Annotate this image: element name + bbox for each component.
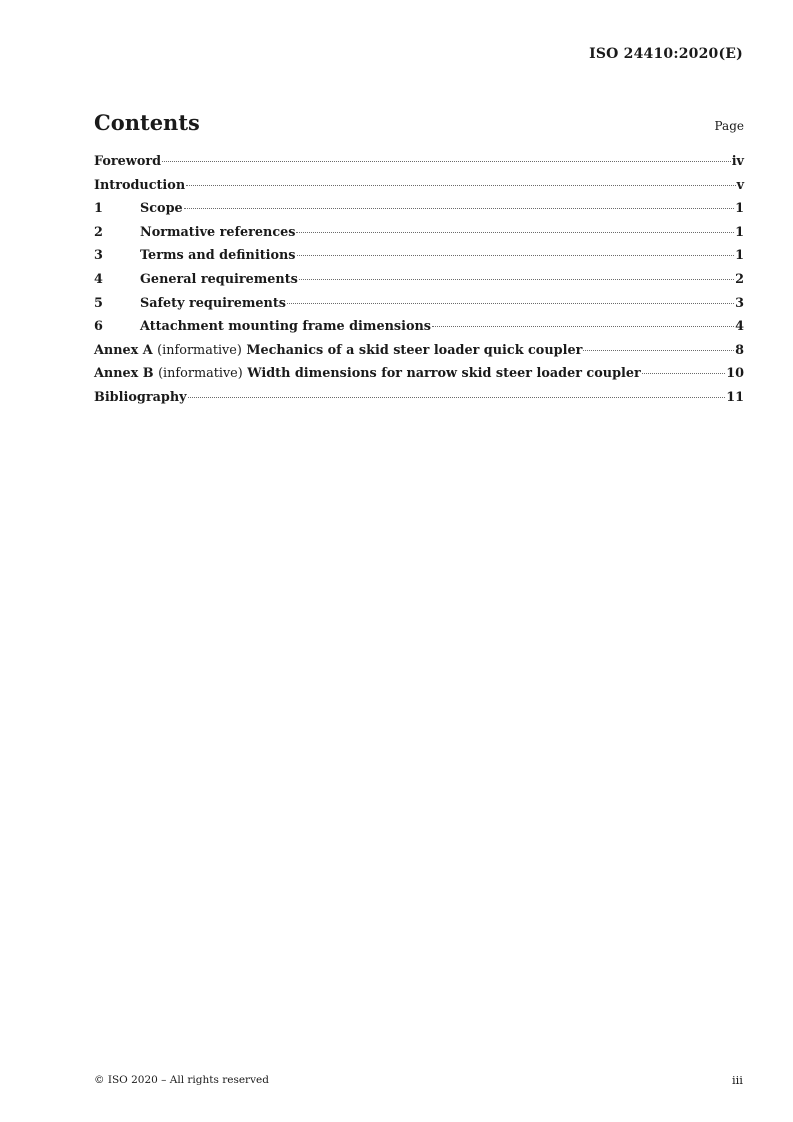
toc-entry-number: 5 bbox=[94, 295, 103, 311]
page-column-label: Page bbox=[714, 119, 744, 133]
toc-entry-title bbox=[94, 343, 582, 358]
toc-entry-number: 6 bbox=[94, 319, 103, 335]
toc-entry-page: 3 bbox=[735, 295, 744, 311]
annex-label: Annex B bbox=[94, 366, 154, 382]
toc-entry-annex-a[interactable] bbox=[94, 343, 744, 367]
annex-label: Annex A bbox=[94, 342, 153, 358]
toc-entry-bibliography[interactable] bbox=[94, 390, 744, 414]
toc-dot-leader bbox=[297, 255, 735, 256]
toc-entry-foreword[interactable] bbox=[94, 154, 744, 178]
contents-header bbox=[94, 110, 744, 135]
toc-entry-number: 4 bbox=[94, 271, 103, 287]
toc-entry-title: General requirements bbox=[140, 271, 298, 287]
toc-entry-page: 1 bbox=[735, 248, 744, 264]
footer-page-number: iii bbox=[731, 1073, 743, 1087]
toc-entry-page: v bbox=[736, 177, 744, 193]
toc-entry-page: 2 bbox=[735, 271, 744, 287]
toc-entry-number: 2 bbox=[94, 224, 103, 240]
toc-entry-number: 3 bbox=[94, 248, 103, 264]
toc-entry-title: Foreword bbox=[94, 154, 162, 169]
toc-dot-leader bbox=[299, 279, 734, 280]
toc-entry-general-requirements[interactable] bbox=[94, 272, 744, 296]
toc-entry-scope[interactable] bbox=[94, 201, 744, 225]
toc-entry-number: 1 bbox=[94, 201, 103, 217]
contents-title: Contents bbox=[94, 110, 200, 135]
toc-dot-leader bbox=[186, 185, 735, 186]
toc-dot-leader bbox=[184, 208, 734, 209]
toc-entry-title: Terms and definitions bbox=[140, 248, 296, 264]
annex-title: Mechanics of a skid steer loader quick coupler bbox=[246, 342, 583, 358]
toc-entry-title: Scope bbox=[140, 201, 183, 217]
toc-entry-attachment-mounting-frame-dimensions[interactable] bbox=[94, 319, 744, 343]
annex-informative-label: (informative) bbox=[158, 366, 243, 382]
toc-entry-annex-b[interactable] bbox=[94, 366, 744, 390]
toc-dot-leader bbox=[583, 350, 734, 351]
toc-entry-title: Bibliography bbox=[94, 389, 187, 405]
toc-entry-title: Introduction bbox=[94, 177, 186, 193]
toc-entry-title bbox=[94, 366, 641, 381]
toc-dot-leader bbox=[432, 326, 734, 327]
toc-entry-normative-references[interactable] bbox=[94, 225, 744, 249]
footer-copyright: © ISO 2020 – All rights reserved bbox=[94, 1074, 269, 1086]
toc-entry-safety-requirements[interactable] bbox=[94, 296, 744, 320]
toc-dot-leader bbox=[162, 161, 731, 162]
toc-entry-page: 10 bbox=[726, 366, 744, 382]
toc-entry-page: 8 bbox=[735, 342, 744, 358]
annex-informative-label: (informative) bbox=[157, 342, 242, 358]
toc-entry-page: 1 bbox=[735, 201, 744, 217]
toc-entry-page: 1 bbox=[735, 224, 744, 240]
document-id: ISO 24410:2020(E) bbox=[589, 46, 743, 62]
toc-entry-title: Attachment mounting frame dimensions bbox=[140, 319, 432, 335]
toc-dot-leader bbox=[642, 373, 725, 374]
toc-dot-leader bbox=[296, 232, 734, 233]
toc-entry-introduction[interactable] bbox=[94, 178, 744, 202]
toc-entry-title: Normative references bbox=[140, 224, 296, 240]
annex-title: Width dimensions for narrow skid steer loader coupler bbox=[247, 366, 641, 382]
toc-entry-page: iv bbox=[731, 154, 744, 169]
table-of-contents bbox=[94, 154, 744, 414]
toc-dot-leader bbox=[188, 397, 726, 398]
toc-entry-terms-and-definitions[interactable] bbox=[94, 248, 744, 272]
toc-entry-page: 11 bbox=[726, 389, 744, 405]
toc-entry-title: Safety requirements bbox=[140, 295, 286, 311]
toc-dot-leader bbox=[287, 303, 734, 304]
toc-entry-page: 4 bbox=[735, 319, 744, 335]
